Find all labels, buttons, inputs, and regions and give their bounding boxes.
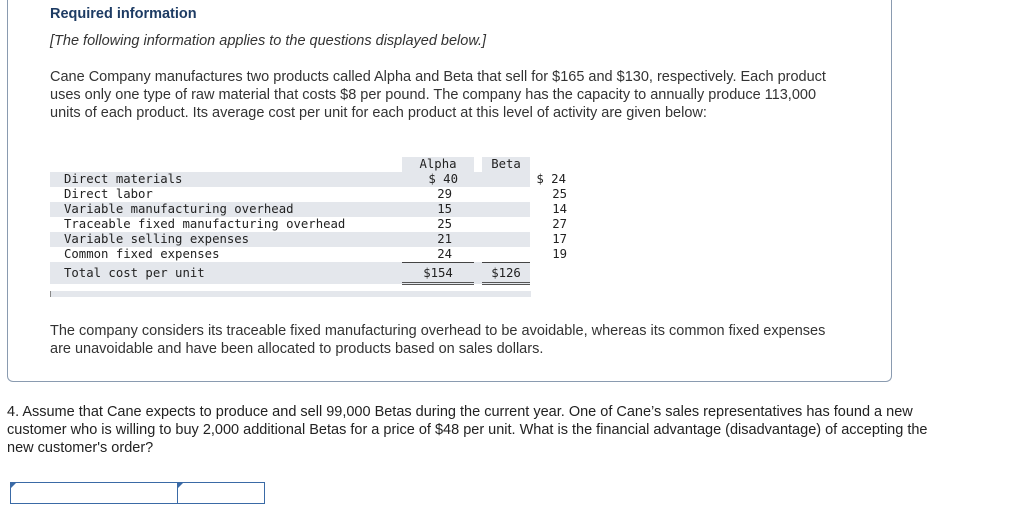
row-label: Traceable fixed manufacturing overhead bbox=[64, 217, 346, 231]
header-alpha: Alpha bbox=[419, 157, 457, 171]
overhead-note: The company considers its traceable fixed manufacturing overhead to be avoidable, whereas its common fixed expenses are unavoidable and have been allocated to products based on sales dollars. bbox=[50, 323, 826, 357]
intro-note: [The following information applies to the questions displayed below.] bbox=[50, 33, 487, 49]
required-information-title: Required information bbox=[50, 6, 197, 22]
beta-value: 17 bbox=[552, 232, 567, 246]
dropdown-corner-icon bbox=[11, 483, 16, 488]
alpha-value: 21 bbox=[437, 232, 452, 246]
row-label: Direct materials bbox=[64, 172, 183, 186]
table-row bbox=[50, 187, 567, 202]
answer-label-cell[interactable] bbox=[11, 483, 178, 503]
beta-value: $ 24 bbox=[536, 172, 566, 186]
table-footer-bar bbox=[50, 291, 531, 297]
beta-value: 19 bbox=[552, 247, 567, 261]
row-label: Direct labor bbox=[64, 187, 153, 201]
beta-total: $126 bbox=[491, 266, 521, 280]
table-row bbox=[50, 217, 567, 232]
answer-row bbox=[10, 482, 265, 504]
cost-per-unit-table bbox=[50, 157, 567, 284]
problem-description: Cane Company manufactures two products called Alpha and Beta that sell for $165 and $130, respectively. Each product uses only one type of raw material that costs $8 per pound. The company has the capacity to annually produce 113,000 units of each product. Its average cost per unit for each product at this level of activity are given below: bbox=[50, 69, 826, 121]
alpha-value: 29 bbox=[437, 187, 452, 201]
table-row bbox=[50, 172, 566, 187]
alpha-value: 15 bbox=[437, 202, 452, 216]
total-row bbox=[50, 262, 530, 284]
alpha-value: $ 40 bbox=[428, 172, 458, 186]
alpha-value: 25 bbox=[437, 217, 452, 231]
beta-value: 27 bbox=[552, 217, 567, 231]
answer-amount-input[interactable] bbox=[178, 483, 264, 503]
question-4-text: 4. Assume that Cane expects to produce and sell 99,000 Betas during the current year. One of Cane’s sales representatives has found a new customer who is willing to buy 2,000 additional Betas for a price of $48 per unit. What is the financial advantage (disadvantage) of accepting the new customer's order? bbox=[7, 404, 928, 456]
header-beta: Beta bbox=[491, 157, 521, 171]
answer-label-input[interactable] bbox=[11, 483, 177, 503]
table-row bbox=[50, 232, 567, 247]
total-label: Total cost per unit bbox=[64, 266, 205, 280]
table-row bbox=[50, 202, 567, 217]
table-row bbox=[50, 247, 567, 262]
dropdown-corner-icon bbox=[178, 483, 183, 488]
table-header-row bbox=[50, 157, 530, 172]
alpha-total: $154 bbox=[423, 266, 453, 280]
answer-amount-cell[interactable] bbox=[178, 483, 264, 503]
row-label: Variable selling expenses bbox=[64, 232, 250, 246]
alpha-value: 24 bbox=[437, 247, 452, 261]
row-label: Variable manufacturing overhead bbox=[64, 202, 294, 216]
beta-value: 14 bbox=[552, 202, 567, 216]
row-label: Common fixed expenses bbox=[64, 247, 220, 261]
beta-value: 25 bbox=[552, 187, 567, 201]
